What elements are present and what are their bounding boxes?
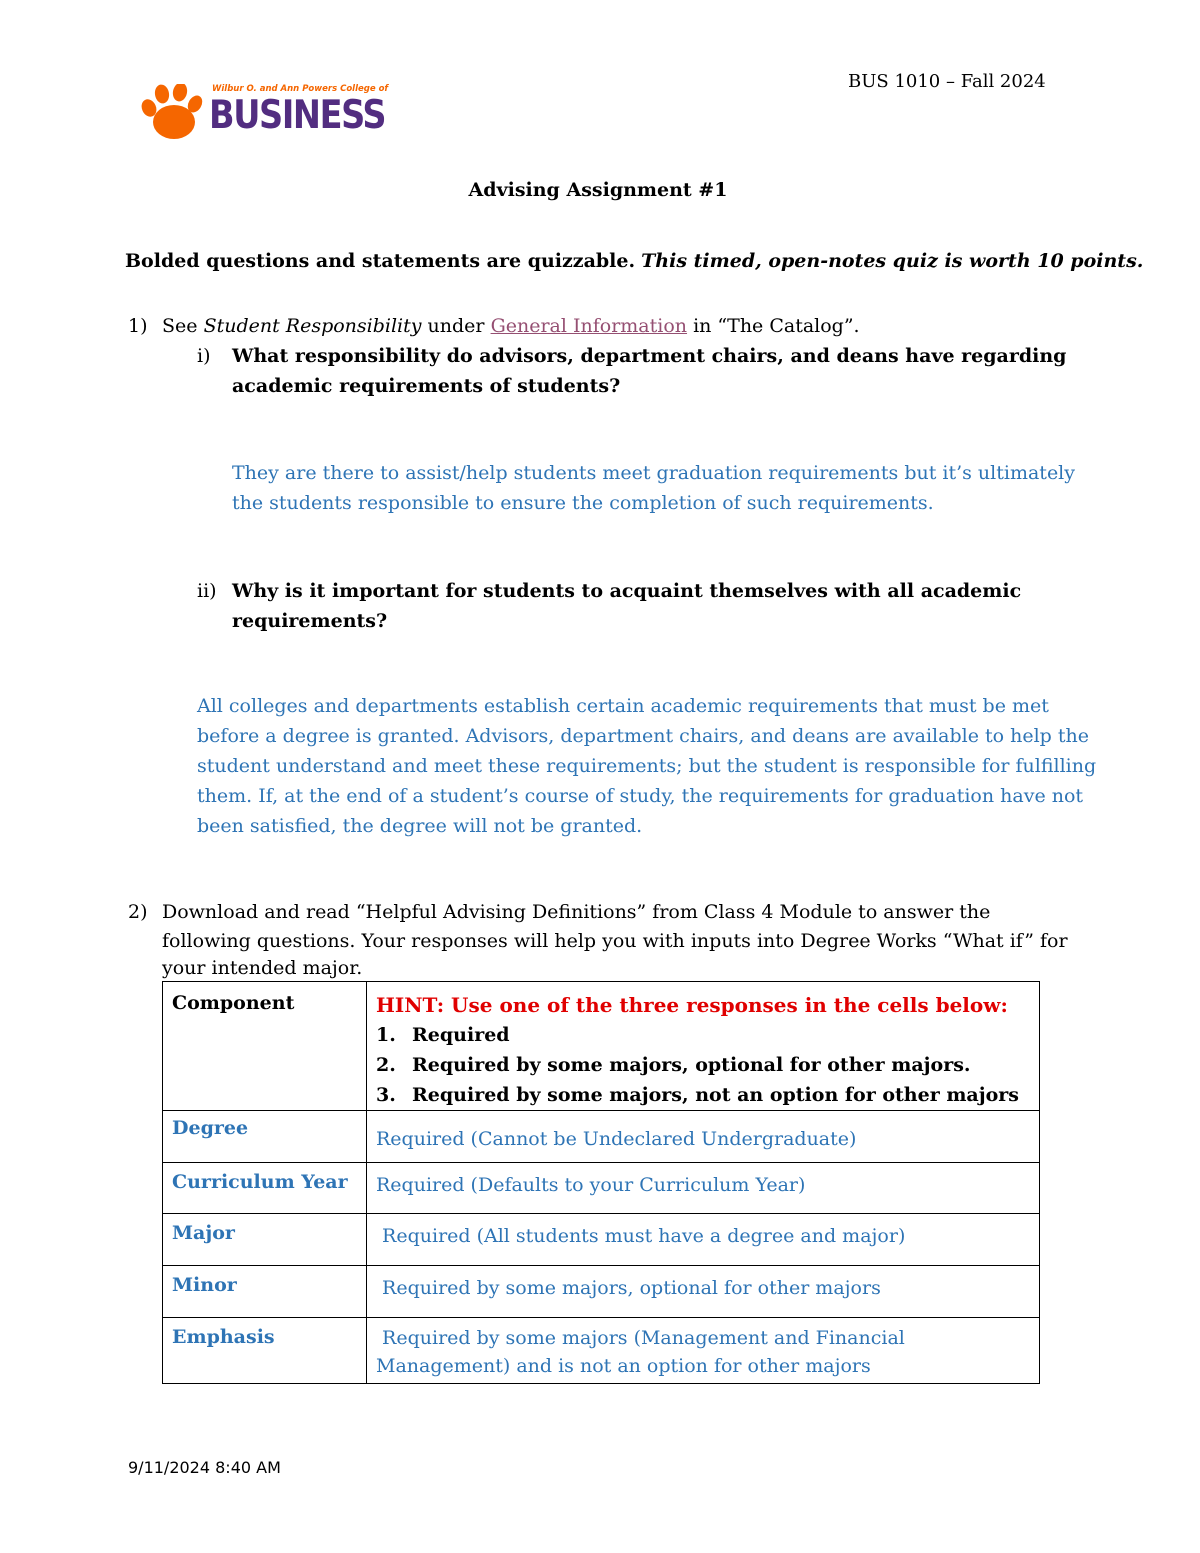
row-label-curriculum-year: Curriculum Year — [163, 1163, 367, 1214]
row-label-minor: Minor — [163, 1266, 367, 1318]
logo-business-wordmark: BUSINESS — [209, 93, 386, 138]
row-value-degree: Required (Cannot be Undeclared Undergraduate) — [367, 1111, 1040, 1163]
table-row — [163, 1214, 1040, 1266]
answer-i-line2: the students responsible to ensure the completion of such requirements. — [232, 492, 934, 514]
question-2-line2: following questions. Your responses will help you with inputs into Degree Works “What if” for — [162, 930, 1068, 952]
question-1 — [128, 311, 148, 341]
hint-title: HINT: Use one of the three responses in the cells below: — [376, 993, 1008, 1017]
q1-rest: in “The Catalog”. — [693, 315, 860, 337]
question-1-text — [162, 311, 860, 341]
emphasis-value-line1: Required by some majors (Management and Financial — [376, 1327, 905, 1349]
answer-ii-line4: them. If, at the end of a student’s course of study, the requirements for graduation have not — [197, 785, 1084, 807]
answer-i-line1: They are there to assist/help students meet graduation requirements but it’s ultimately — [232, 462, 1075, 484]
intro-bold-text: Bolded questions and statements are quizzable. — [125, 250, 636, 272]
q1-see: See — [162, 315, 198, 337]
hint-cell — [367, 982, 1040, 1111]
subquestion-i-line2: academic requirements of students? — [232, 375, 621, 397]
question-2-number: 2) — [128, 901, 148, 923]
subquestion-i-line1: What responsibility do advisors, department chairs, and deans have regarding — [232, 345, 1067, 367]
component-table — [162, 981, 1040, 1384]
hint-item-2: 2. Required by some majors, optional for other majors. — [376, 1054, 971, 1076]
college-logo — [140, 78, 389, 144]
row-value-curriculum-year: Required (Defaults to your Curriculum Year) — [367, 1163, 1040, 1214]
row-label-degree: Degree — [163, 1111, 367, 1163]
row-label-emphasis: Emphasis — [163, 1318, 367, 1384]
row-value-minor: Required by some majors, optional for other majors — [367, 1266, 1040, 1318]
tiger-paw-icon — [140, 84, 204, 142]
row-label-major: Major — [163, 1214, 367, 1266]
q1-under: under — [427, 315, 485, 337]
table-row — [163, 1266, 1040, 1318]
question-2-line3: your intended major. — [162, 957, 363, 979]
page-title: Advising Assignment #1 — [468, 179, 728, 201]
answer-ii-line1: All colleges and departments establish certain academic requirements that must be met — [197, 695, 1049, 717]
answer-ii-line5: been satisfied, the degree will not be granted. — [197, 815, 643, 837]
hint-item-3: 3. Required by some majors, not an option for other majors — [376, 1084, 1019, 1106]
subquestion-ii-line2: requirements? — [232, 610, 388, 632]
answer-ii-line3: student understand and meet these requirements; but the student is responsible for fulfilling — [197, 755, 1097, 777]
row-value-emphasis — [367, 1318, 1040, 1384]
subquestion-i-number: i) — [197, 345, 211, 367]
intro-statement — [125, 250, 1143, 272]
component-header: Component — [172, 992, 295, 1014]
intro-italic-text: This timed, open-notes quiz is worth 10 points. — [641, 250, 1144, 272]
hint-item-1: 1. Required — [376, 1024, 510, 1046]
q1-italic-term: Student Responsibility — [203, 315, 422, 337]
table-row — [163, 1111, 1040, 1163]
subquestion-ii-number: ii) — [197, 580, 217, 602]
emphasis-value-line2: Management) and is not an option for other majors — [376, 1355, 871, 1377]
row-value-major: Required (All students must have a degree and major) — [367, 1214, 1040, 1266]
general-information-link[interactable]: General Information — [490, 315, 688, 337]
logo-college-name: Wilbur O. and Ann Powers College of — [212, 84, 389, 94]
course-label: BUS 1010 – Fall 2024 — [848, 71, 1046, 92]
table-row — [163, 1318, 1040, 1384]
table-row — [163, 1163, 1040, 1214]
subquestion-ii-line1: Why is it important for students to acquaint themselves with all academic — [232, 580, 1022, 602]
header-component-cell — [163, 982, 367, 1111]
question-1-number: 1) — [128, 315, 148, 337]
table-header-row — [163, 982, 1040, 1111]
question-2-line1: Download and read “Helpful Advising Definitions” from Class 4 Module to answer the — [162, 901, 991, 923]
timestamp-footer: 9/11/2024 8:40 AM — [128, 1458, 281, 1477]
answer-ii-line2: before a degree is granted. Advisors, department chairs, and deans are available to help the — [197, 725, 1089, 747]
